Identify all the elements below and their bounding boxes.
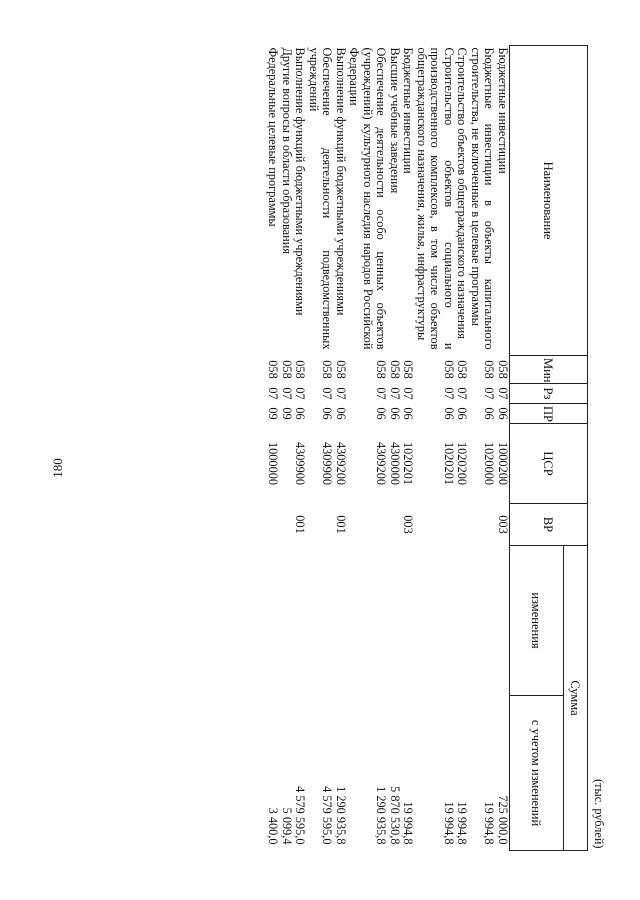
cell-csr: 4300000 xyxy=(388,441,402,486)
cell-pr: 06 xyxy=(374,407,389,420)
cell-total: 1 290 935,8 xyxy=(374,786,389,845)
header-csr: ЦСР xyxy=(510,424,588,504)
cell-min: 058 xyxy=(496,360,510,379)
header-with-changes: с учетом изменений xyxy=(510,696,564,851)
cell-min: 058 xyxy=(266,360,281,379)
cell-rz: 07 xyxy=(293,387,308,400)
header-pr: ПР xyxy=(510,404,588,424)
table-row xyxy=(496,46,510,851)
table-row xyxy=(415,46,456,851)
cell-changes xyxy=(347,546,388,696)
cell-total: 1 290 935,8 xyxy=(334,786,348,845)
cell-rz: 07 xyxy=(334,387,348,400)
cell-total: 19 994,8 xyxy=(455,801,470,845)
cell-rz: 07 xyxy=(401,387,416,400)
cell-total: 4 579 595,0 xyxy=(293,786,308,845)
budget-table xyxy=(266,45,605,851)
cell-changes xyxy=(455,546,469,696)
cell-rz: 07 xyxy=(442,387,456,400)
cell-vr xyxy=(388,504,402,546)
cell-min: 058 xyxy=(442,360,456,379)
cell-name: Бюджетные инвестиции xyxy=(496,47,510,174)
cell-changes xyxy=(266,546,280,696)
cell-pr: 09 xyxy=(266,407,281,420)
cell-pr: 06 xyxy=(388,407,402,420)
cell-csr: 1020200 xyxy=(455,441,470,486)
cell-rz: 07 xyxy=(388,387,402,400)
table-body xyxy=(266,46,510,851)
cell-total: 19 994,8 xyxy=(401,801,416,845)
cell-changes xyxy=(293,546,307,696)
cell-rz: 07 xyxy=(374,387,389,400)
cell-min: 058 xyxy=(280,360,294,379)
cell-changes xyxy=(334,546,348,696)
cell-csr: 4309200 xyxy=(334,441,348,486)
cell-pr: 06 xyxy=(455,407,470,420)
table-row xyxy=(280,46,294,851)
cell-changes xyxy=(469,546,496,696)
cell-csr: 1020201 xyxy=(442,441,456,486)
cell-name: Высшие учебные заведения xyxy=(388,47,402,194)
table-row xyxy=(307,46,334,851)
cell-csr: 1020000 xyxy=(482,441,497,486)
cell-total: 5 099,4 xyxy=(280,807,294,845)
cell-name: Выполнение функций бюджетными учреждениями xyxy=(293,47,308,316)
cell-pr: 06 xyxy=(442,407,456,420)
table-row xyxy=(347,46,388,851)
cell-pr: 06 xyxy=(401,407,416,420)
cell-min: 058 xyxy=(482,360,497,379)
header-sum: Сумма xyxy=(564,546,588,851)
cell-rz: 07 xyxy=(482,387,497,400)
cell-vr xyxy=(469,504,496,546)
cell-min: 058 xyxy=(455,360,470,379)
cell-changes xyxy=(280,546,294,696)
page-number: 180 xyxy=(50,458,65,478)
cell-min: 058 xyxy=(293,360,308,379)
cell-csr: 4309900 xyxy=(320,441,335,486)
cell-name: Строительство объектов социального и производственного комплексов, в том числе объектов общегражданского назначения, жилья, инфраструктуры xyxy=(415,47,456,350)
cell-changes xyxy=(415,546,456,696)
cell-pr: 06 xyxy=(320,407,335,420)
header-changes: изменения xyxy=(510,546,564,696)
cell-vr: 003 xyxy=(401,515,416,534)
cell-name: Выполнение функций бюджетными учреждениями xyxy=(334,47,348,316)
units-label: (тыс. рублей) xyxy=(592,779,606,849)
cell-min: 058 xyxy=(320,360,335,379)
cell-vr: 001 xyxy=(334,515,348,534)
table-row xyxy=(388,46,402,851)
cell-rz: 07 xyxy=(496,387,510,400)
cell-csr xyxy=(280,424,294,504)
cell-pr: 06 xyxy=(293,407,308,420)
cell-rz: 07 xyxy=(280,387,294,400)
header-vr: ВР xyxy=(510,504,588,546)
cell-name: Другие вопросы в области образования xyxy=(280,47,294,254)
cell-pr: 09 xyxy=(280,407,294,420)
cell-rz: 07 xyxy=(320,387,335,400)
cell-changes xyxy=(388,546,402,696)
cell-total: 19 994,8 xyxy=(482,801,497,845)
cell-changes xyxy=(496,546,510,696)
cell-vr xyxy=(415,504,456,546)
cell-vr xyxy=(307,504,334,546)
cell-name: Обеспечение деятельности особо ценных объектов (учреждений) культурного наследия народов Российской Федерации xyxy=(347,47,389,350)
cell-csr: 1000200 xyxy=(496,441,510,486)
cell-min: 058 xyxy=(374,360,389,379)
cell-vr xyxy=(455,504,469,546)
cell-name: Федеральные целевые программы xyxy=(266,47,281,227)
table-row xyxy=(334,46,348,851)
cell-changes xyxy=(307,546,334,696)
cell-min: 058 xyxy=(401,360,416,379)
cell-pr: 06 xyxy=(334,407,348,420)
table-row xyxy=(293,46,307,851)
cell-min: 058 xyxy=(388,360,402,379)
cell-csr: 1000000 xyxy=(266,441,281,486)
cell-vr xyxy=(280,504,294,546)
cell-vr xyxy=(266,504,280,546)
cell-csr: 4309200 xyxy=(374,441,389,486)
cell-name: Строительство объектов общегражданского назначения xyxy=(455,47,470,339)
cell-name: Бюджетные инвестиции в объекты капитального строительства, не включенные в целевые программы xyxy=(469,47,497,350)
cell-rz: 07 xyxy=(266,387,281,400)
cell-changes xyxy=(401,546,415,696)
cell-name: Бюджетные инвестиции xyxy=(401,47,416,174)
table-row xyxy=(469,46,496,851)
cell-name: Обеспечение деятельности подведомственных учреждений xyxy=(307,47,335,350)
budget-table-container xyxy=(180,45,605,850)
cell-rz: 07 xyxy=(455,387,470,400)
table-row xyxy=(266,46,280,851)
cell-vr: 003 xyxy=(496,515,510,534)
cell-vr xyxy=(347,504,388,546)
header-min: Мин xyxy=(510,356,588,384)
cell-min: 058 xyxy=(334,360,348,379)
cell-total: 725 000,0 xyxy=(496,795,510,845)
cell-total: 19 994,8 xyxy=(442,801,456,845)
header-rz: Рз xyxy=(510,384,588,404)
cell-total: 4 579 595,0 xyxy=(320,786,335,845)
table-row xyxy=(401,46,415,851)
cell-pr: 06 xyxy=(496,407,510,420)
cell-csr: 1020201 xyxy=(401,441,416,486)
table-row xyxy=(455,46,469,851)
cell-pr: 06 xyxy=(482,407,497,420)
cell-vr: 001 xyxy=(293,515,308,534)
cell-csr: 4309900 xyxy=(293,441,308,486)
header-name: Наименование xyxy=(510,46,588,356)
cell-total: 5 870 530,8 xyxy=(388,786,402,845)
cell-total: 3 400,0 xyxy=(266,807,281,845)
